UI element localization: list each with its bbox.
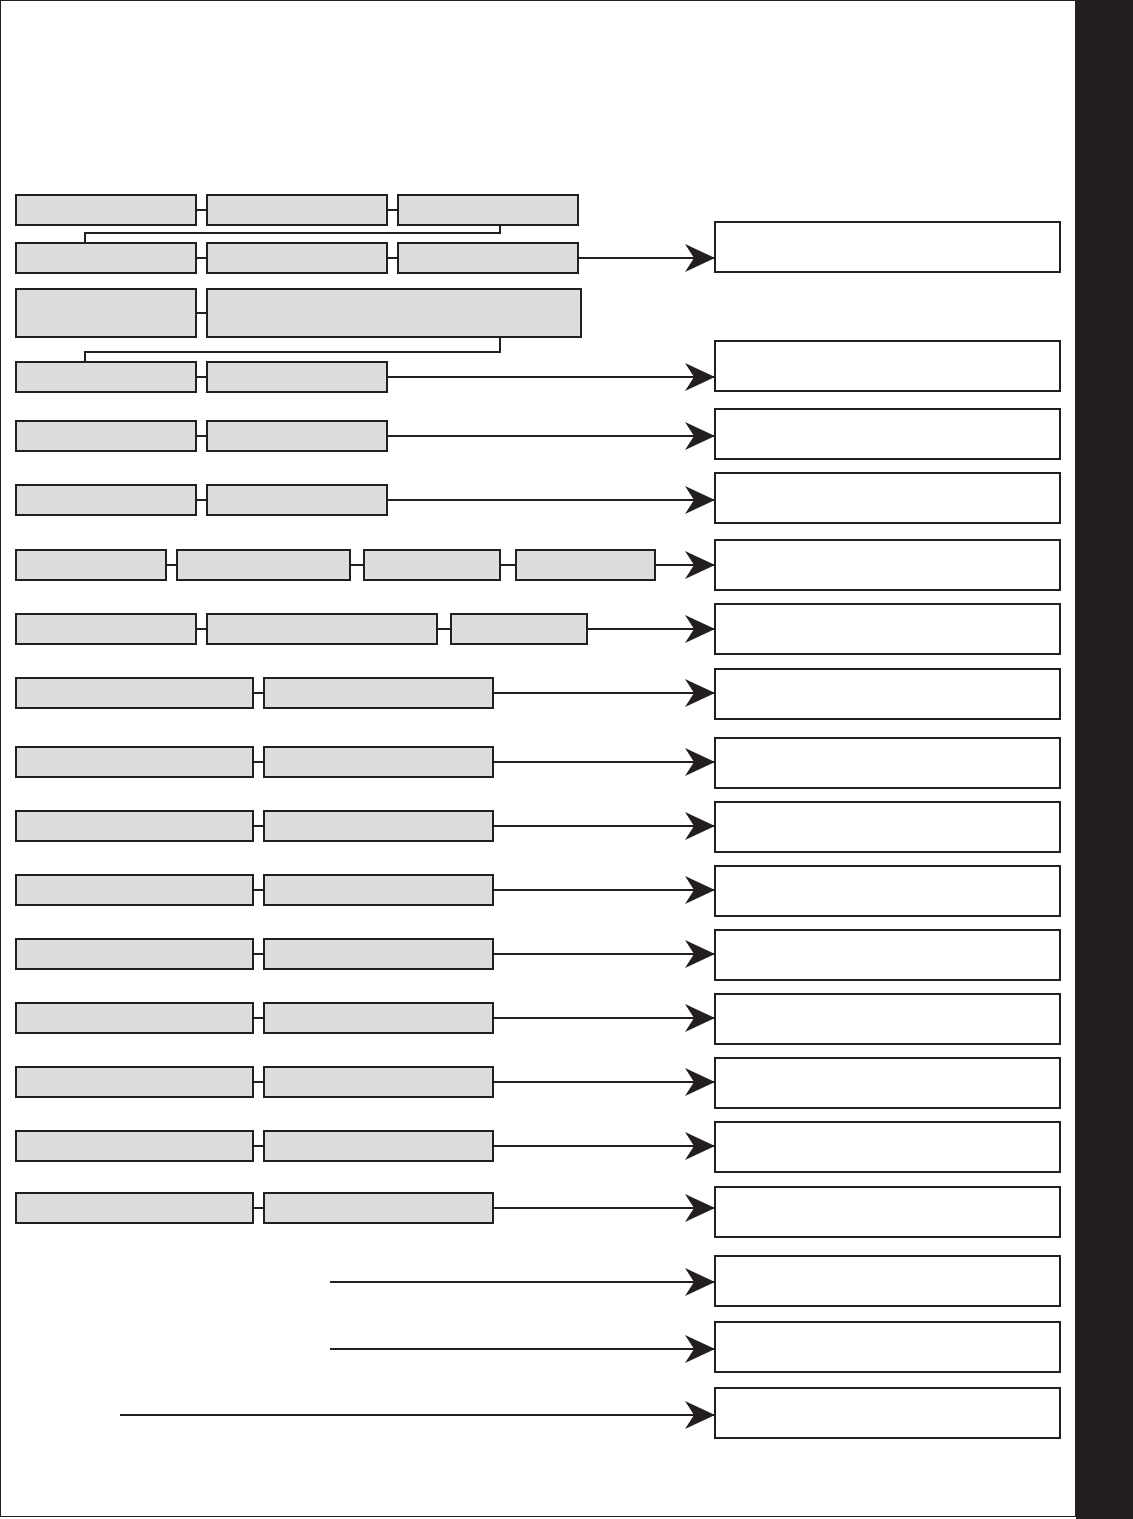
key-box (16, 939, 253, 969)
key-box (16, 362, 196, 392)
key-box (207, 289, 581, 337)
bracket-connector (85, 337, 500, 362)
key-box (264, 678, 493, 708)
key-box (264, 875, 493, 905)
function-box (715, 222, 1060, 272)
row-4 (16, 473, 1060, 523)
key-box (364, 550, 500, 580)
key-box (16, 1193, 253, 1223)
function-box (715, 738, 1060, 788)
key-box (207, 421, 387, 451)
key-box (207, 195, 387, 225)
function-box (715, 802, 1060, 852)
row-15 (16, 1187, 1060, 1237)
key-box (264, 1067, 493, 1097)
key-box (16, 421, 196, 451)
function-box (715, 540, 1060, 590)
key-box (16, 875, 253, 905)
key-box (398, 243, 578, 273)
key-box (516, 550, 655, 580)
key-box (16, 1131, 253, 1161)
key-box (16, 550, 166, 580)
row-17 (715, 1322, 1060, 1372)
function-box (715, 1122, 1060, 1172)
key-box (16, 195, 196, 225)
row-1b (16, 222, 1060, 273)
key-box (264, 1003, 493, 1033)
key-box (16, 485, 196, 515)
key-box (264, 747, 493, 777)
function-box (715, 866, 1060, 916)
function-box (715, 473, 1060, 523)
row-1a (16, 195, 578, 225)
function-box (715, 1256, 1060, 1306)
key-box (16, 678, 253, 708)
key-box (16, 614, 196, 644)
key-box (16, 1067, 253, 1097)
bracket-connector (85, 225, 500, 243)
function-box (715, 1058, 1060, 1108)
key-box (264, 1131, 493, 1161)
function-box (715, 1388, 1060, 1438)
function-box (715, 341, 1060, 391)
key-box (16, 289, 196, 337)
function-box (715, 1322, 1060, 1372)
key-box (16, 811, 253, 841)
row-16 (715, 1256, 1060, 1306)
row-18 (715, 1388, 1060, 1438)
row-3 (16, 409, 1060, 459)
key-box (398, 195, 578, 225)
key-box (16, 243, 196, 273)
row-6 (16, 604, 1060, 654)
function-box (715, 669, 1060, 719)
key-box (177, 550, 350, 580)
key-box (16, 747, 253, 777)
function-box (715, 1187, 1060, 1237)
key-box (16, 1003, 253, 1033)
function-box (715, 604, 1060, 654)
key-box (264, 811, 493, 841)
key-box (207, 243, 387, 273)
key-box (207, 362, 387, 392)
key-box (207, 485, 387, 515)
function-box (715, 409, 1060, 459)
function-box (715, 994, 1060, 1044)
function-box (715, 930, 1060, 980)
row-2a (16, 289, 581, 337)
row-2b (16, 341, 1060, 392)
key-box (264, 939, 493, 969)
key-box (451, 614, 587, 644)
key-box (207, 614, 437, 644)
key-box (264, 1193, 493, 1223)
